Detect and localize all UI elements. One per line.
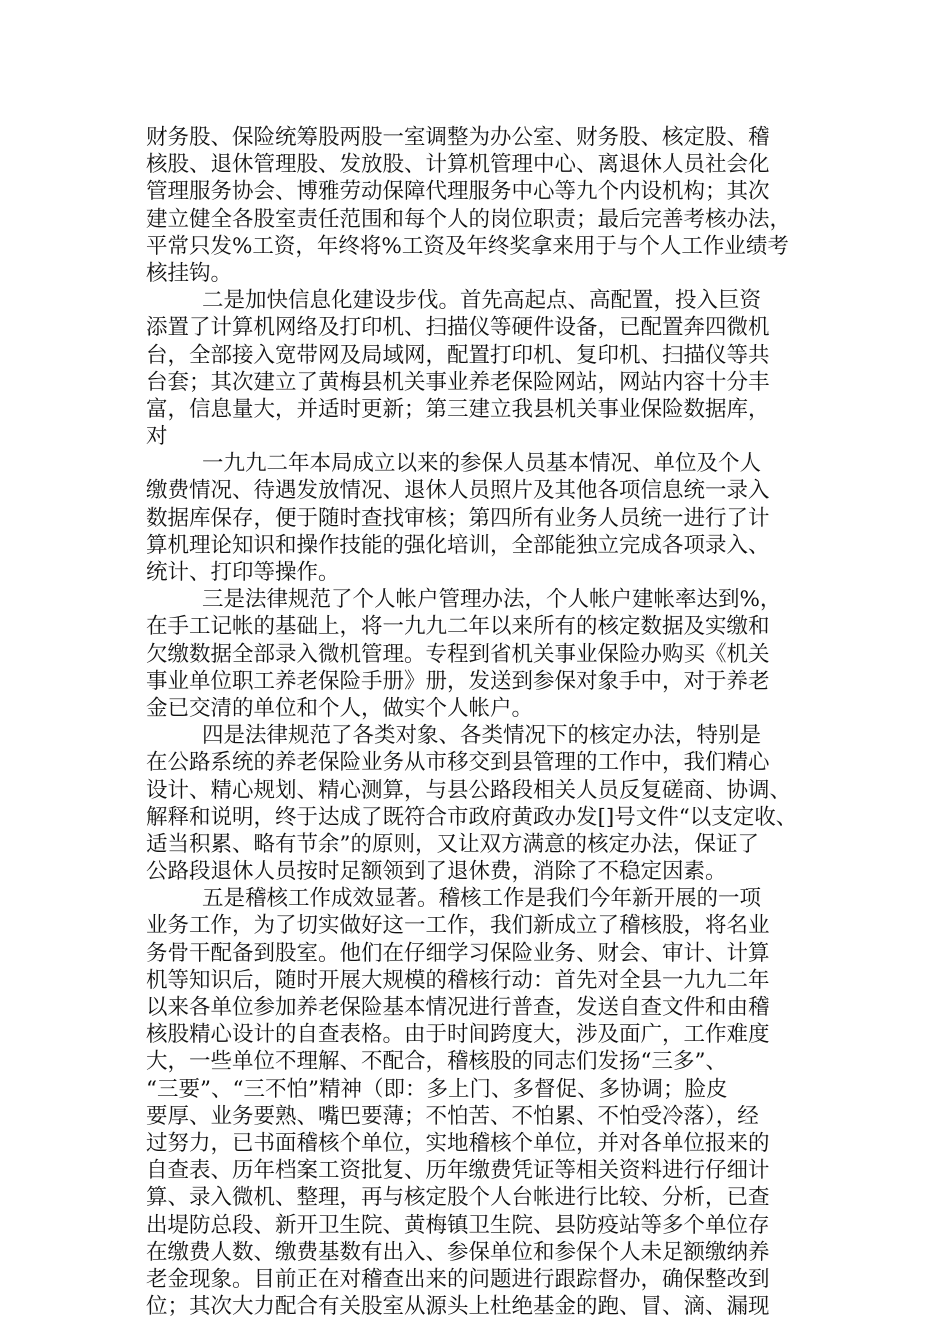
paragraph-first-line: 一九九二年本局成立以来的参保人员基本情况、单位及个人 — [202, 451, 762, 477]
text-line: 算机理论知识和操作技能的强化培训，全部能独立完成各项录入、 — [146, 532, 770, 558]
text-line: 核股精心设计的自查表格。由于时间跨度大，涉及面广，工作难度 — [146, 1022, 770, 1048]
text-line: 数据库保存，便于随时查找审核；第四所有业务人员统一进行了计 — [146, 505, 770, 531]
text-line: 解释和说明，终于达成了既符合市政府黄政办发[]号文件“以支定收、 — [146, 804, 798, 830]
text-line: 过努力，已书面稽核个单位，实地稽核个单位，并对各单位报来的 — [146, 1130, 770, 1156]
text-line: 台，全部接入宽带网及局域网，配置打印机、复印机、扫描仪等共 — [146, 342, 770, 368]
text-line: 金已交清的单位和个人，做实个人帐户。 — [146, 695, 534, 721]
text-line: 建立健全各股室责任范围和每个人的岗位职责；最后完善考核办法， — [146, 206, 792, 232]
text-line: 业务工作，为了切实做好这一工作，我们新成立了稽核股，将名业 — [146, 913, 770, 939]
text-line: 在手工记帐的基础上，将一九九二年以来所有的核定数据及实缴和 — [146, 614, 770, 640]
text-line: 统计、打印等操作。 — [146, 560, 340, 585]
text-line: 财务股、保险统筹股两股一室调整为办公室、财务股、核定股、稽 — [146, 125, 770, 150]
text-line: 位；其次大力配合有关股室从源头上杜绝基金的跑、冒、滴、漏现 — [146, 1294, 770, 1320]
text-line: 在公路系统的养老保险业务从市移交到县管理的工作中，我们精心 — [146, 750, 770, 776]
text-line: 欠缴数据全部录入微机管理。专程到省机关事业保险办购买《机关 — [146, 641, 770, 667]
text-line: 对 — [146, 424, 168, 450]
text-line: 事业单位职工养老保险手册》册，发送到参保对象手中，对于养老 — [146, 668, 770, 694]
text-line: 出堤防总段、新开卫生院、黄梅镇卫生院、县防疫站等多个单位存 — [146, 1212, 770, 1238]
text-line: 机等知识后，随时开展大规模的稽核行动：首先对全县一九九二年 — [146, 967, 770, 993]
text-line: 富，信息量大，并适时更新；第三建立我县机关事业保险数据库， — [146, 396, 770, 422]
text-line: 自查表、历年档案工资批复、历年缴费凭证等相关资料进行仔细计 — [146, 1158, 770, 1184]
text-line: 务骨干配备到股室。他们在仔细学习保险业务、财会、审计、计算 — [146, 940, 770, 966]
text-line: 公路段退休人员按时足额领到了退休费，消除了不稳定因素。 — [146, 859, 727, 885]
text-line: 缴费情况、待遇发放情况、退休人员照片及其他各项信息统一录入 — [146, 478, 770, 504]
paragraph-first-line: 三是法律规范了个人帐户管理办法，个人帐户建帐率达到%， — [202, 587, 782, 613]
text-line: 算、录入微机、整理，再与核定股个人台帐进行比较、分析，已查 — [146, 1185, 770, 1211]
text-line: 管理服务协会、博雅劳动保障代理服务中心等九个内设机构；其次 — [146, 179, 770, 205]
text-line: “三要”、“三不怕”精神（即：多上门、多督促、多协调；脸皮 — [146, 1076, 728, 1102]
text-line: 核挂钩。 — [146, 260, 233, 286]
paragraph-first-line: 五是稽核工作成效显著。稽核工作是我们今年新开展的一项 — [202, 886, 762, 912]
text-line: 适当积累、略有节余”的原则，又让双方满意的核定办法，保证了 — [146, 831, 759, 857]
paragraph-first-line: 二是加快信息化建设步伐。首先高起点、高配置，投入巨资 — [202, 288, 762, 314]
paragraph-first-line: 四是法律规范了各类对象、各类情况下的核定办法，特别是 — [202, 723, 762, 749]
text-line: 老金现象。目前正在对稽查出来的问题进行跟踪督办，确保整改到 — [146, 1266, 770, 1292]
text-line: 以来各单位参加养老保险基本情况进行普查，发送自查文件和由稽 — [146, 995, 770, 1020]
document-body — [146, 124, 826, 1320]
text-line: 添置了计算机网络及打印机、扫描仪等硬件设备，已配置奔四微机 — [146, 315, 770, 341]
text-line: 台套；其次建立了黄梅县机关事业养老保险网站，网站内容十分丰 — [146, 369, 770, 395]
text-line: 要厚、业务要熟、嘴巴要薄；不怕苦、不怕累、不怕受冷落），经 — [146, 1103, 759, 1129]
text-line: 核股、退休管理股、发放股、计算机管理中心、离退休人员社会化 — [146, 152, 770, 178]
text-line: 平常只发%工资，年终将%工资及年终奖拿来用于与个人工作业绩考 — [146, 233, 789, 259]
text-line: 大，一些单位不理解、不配合，稽核股的同志们发扬“三多”、 — [146, 1049, 727, 1075]
text-line: 在缴费人数、缴费基数有出入、参保单位和参保个人未足额缴纳养 — [146, 1239, 770, 1265]
text-line: 设计、精心规划、精心测算，与县公路段相关人员反复磋商、协调、 — [146, 777, 792, 803]
